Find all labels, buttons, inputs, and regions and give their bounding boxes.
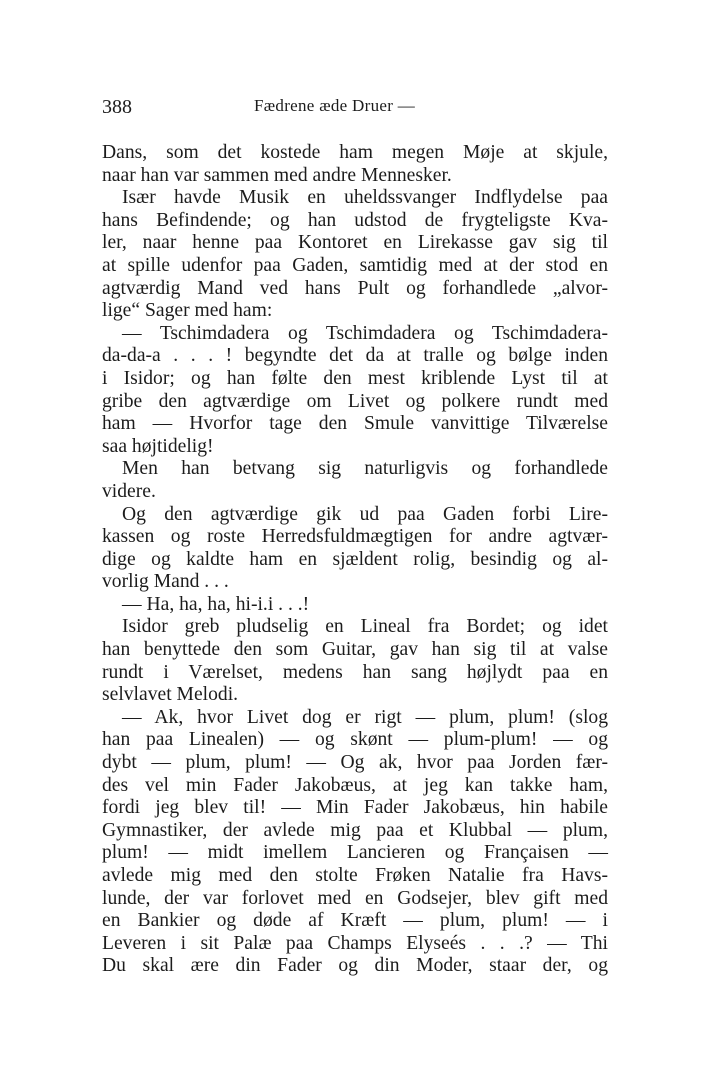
text-line: rundt i Værelset, medens han sang højlydt paa en [102,661,608,683]
text-line: dige og kaldte ham en sjældent rolig, besindig og al- [102,548,608,570]
text-line: Isidor greb pludselig en Lineal fra Bordet; og idet [122,616,608,638]
text-line: ler, naar henne paa Kontoret en Lirekasse gav sig til [102,232,608,254]
text-line: han benyttede den som Guitar, gav han sig til at valse [102,639,608,661]
text-line: des vel min Fader Jakobæus, at jeg kan takke ham, [102,774,608,796]
text-line: videre. [102,480,156,502]
text-line: Leveren i sit Palæ paa Champs Elyseés . . .? — Thi [102,932,608,954]
text-line: gribe den agtværdige om Livet og polkere rundt med [102,390,608,412]
page-number: 388 [102,96,132,118]
text-line: saa højtidelig! [102,435,214,457]
text-line: fordi jeg blev til! — Min Fader Jakobæus, hin habile [102,797,608,819]
text-line: han paa Linealen) — og skønt — plum-plum! — og [102,729,608,751]
text-line: kassen og roste Herredsfuldmægtigen for andre agtvær- [102,526,608,548]
text-line: Gymnastiker, der avlede mig paa et Klubbal — plum, [102,819,608,841]
text-line: agtværdig Mand ved hans Pult og forhandlede „alvor- [102,277,608,299]
text-line: plum! — midt imellem Lancieren og Françaisen — [102,842,608,864]
text-line: en Bankier og døde af Kræft — plum, plum! — i [102,910,608,932]
text-line: dybt — plum, plum! — Og ak, hvor paa Jorden fær- [102,752,608,774]
text-line: — Ha, ha, ha, hi-i.i . . .! [122,593,310,615]
text-line: — Tschimdadera og Tschimdadera og Tschimdadera- [122,322,608,344]
text-line: Dans, som det kostede ham megen Møje at skjule, [102,142,608,163]
text-line: naar han var sammen med andre Mennesker. [102,164,452,186]
text-line: i Isidor; og han følte den mest kriblende Lyst til at [102,367,608,389]
running-head: Fædrene æde Druer — [254,96,416,115]
text-line: lunde, der var forlovet med en Godsejer, blev gift med [102,887,608,909]
text-line: selvlavet Melodi. [102,684,239,706]
text-line: vorlig Mand . . . [102,571,229,593]
text-line: lige“ Sager med ham: [102,300,273,322]
text-line: Du skal ære din Fader og din Moder, staar der, og [102,955,608,977]
text-line: hans Befindende; og han udstod de frygteligste Kva- [102,209,608,231]
text-line: ham — Hvorfor tage den Smule vanvittige Tilværelse [102,413,608,435]
text-line: Men han betvang sig naturligvis og forhandlede [122,458,608,480]
text-line: Og den agtværdige gik ud paa Gaden forbi Lire- [122,503,608,525]
text-line: avlede mig med den stolte Frøken Natalie fra Havs- [102,865,608,886]
text-line: — Ak, hvor Livet dog er rigt — plum, plum! (slog [122,706,608,728]
text-line: at spille udenfor paa Gaden, samtidig med at der stod en [102,254,608,276]
text-line: da-da-a . . . ! begyndte det da at tralle og bølge inden [102,345,608,367]
book-page [102,90,608,978]
page-header [102,90,608,120]
text-line: Især havde Musik en uheldssvanger Indflydelse paa [122,187,608,209]
body-text [102,142,608,978]
